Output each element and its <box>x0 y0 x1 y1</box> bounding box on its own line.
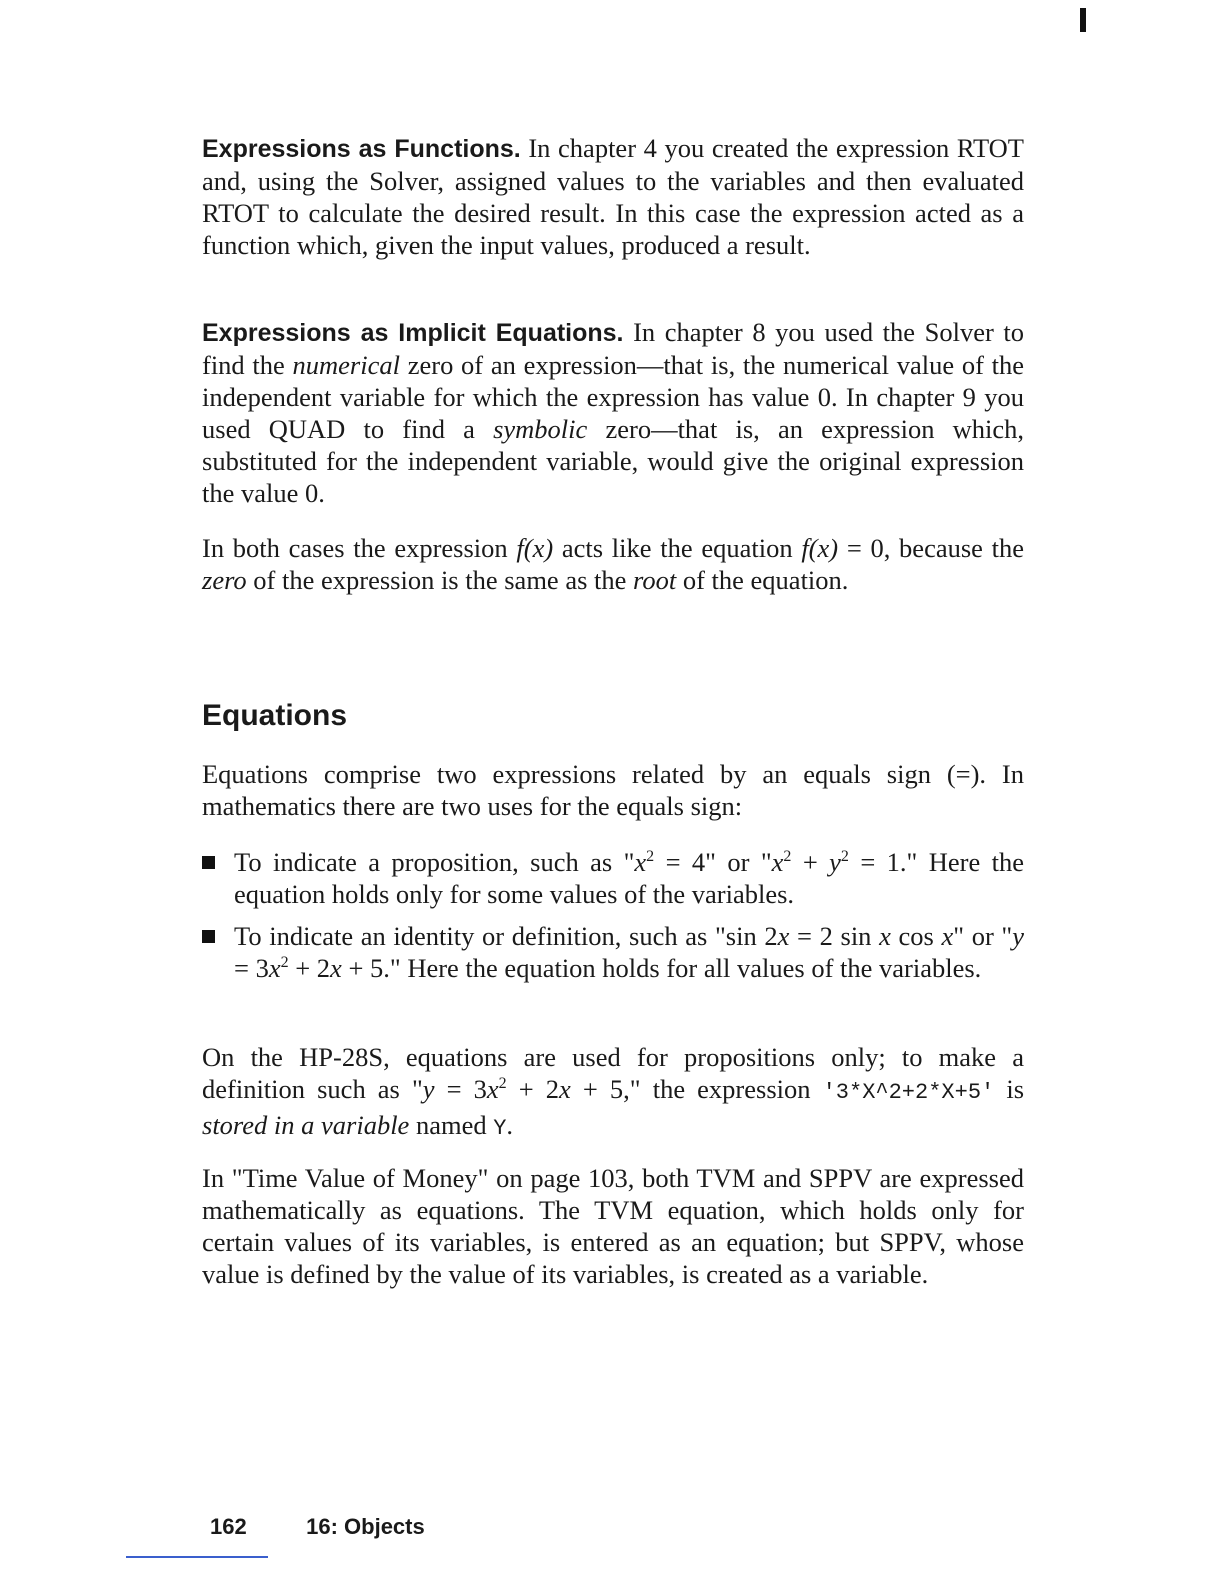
text-run: = 0, because the <box>846 533 1025 563</box>
section-title: Equations <box>202 699 348 732</box>
bullet-text: To indicate a proposition, such as "$x^2 = 4$" or "$x^2 + y^2 = 1$." Here the equation holds only for some values of the variables. <box>234 847 1024 909</box>
math-fx: f(x) <box>516 533 554 563</box>
text-run: acts like the equation <box>561 533 793 563</box>
paragraph-text: In chapter 4 you created the expression RTOT and, using the Solver, assigned values to the variables and then evaluated RTOT to calculate the desired result. In this case the expression acted as a function which, given the input values, produced a result. <box>202 133 1024 260</box>
paragraph-equations-intro: Equations comprise two expressions related by an equals sign (=). In mathematics there are two uses for the equals sign: <box>202 759 1024 821</box>
emphasis: zero <box>202 565 247 595</box>
emphasis: root <box>633 565 677 595</box>
code-expression: '3*X^2+2*X+5' <box>822 1080 995 1105</box>
emphasis: stored in a variable <box>202 1110 410 1140</box>
paragraph-hp28s: On the HP-28S, equations are used for propositions only; to make a definition such as "$y = 3x^2 + 2x + 5$," the expression '3*X^2+2*X+5' is stored in a variable named Y. <box>202 1042 1025 1141</box>
paragraph-both-cases <box>202 532 1024 596</box>
text-run: of the expression is the same as the <box>253 565 627 595</box>
run-in-heading: Expressions as Functions. <box>202 135 521 163</box>
page-footer <box>210 1512 425 1542</box>
bullet-square-icon <box>202 930 215 943</box>
bullet-square-icon <box>202 856 215 869</box>
bullet-text: To indicate an identity or definition, such as "sin 2x = 2 sin x cos x" or "$y = 3x^2 + 2x + 5$." Here the equation holds for all values of the variables. <box>234 921 1024 983</box>
code-variable: Y <box>493 1116 507 1141</box>
paragraph-implicit-equations <box>202 316 1024 509</box>
page-edge-mark <box>1080 8 1086 32</box>
emphasis: numerical <box>292 350 400 380</box>
page-number: 162 <box>210 1514 247 1539</box>
text-run: In both cases the expression <box>202 533 508 563</box>
emphasis: symbolic <box>493 414 588 444</box>
text-run: zero—that is, an expression which, substituted for the independent variable, would give the original expression the value 0. <box>202 414 1025 508</box>
footer-rule <box>126 1556 268 1558</box>
chapter-title: 16: Objects <box>306 1514 425 1539</box>
text-run: of the equation. <box>682 565 849 595</box>
text-run: zero of an expression—that is, the numerical value of the independent variable for which the expression has value 0. In chapter 9 you used QUAD to find a <box>202 350 1025 444</box>
math-fx: f(x) <box>801 533 839 563</box>
paragraph-time-value-of-money: In "Time Value of Money" on page 103, both TVM and SPPV are expressed mathematically as equations. The TVM equation, which holds only for certain values of its variables, is entered as an equation; but SPPV, whose value is defined by the value of its variables, is created as a variable. <box>202 1163 1024 1289</box>
text-run: In chapter 8 you used the Solver to find the <box>202 317 1025 380</box>
paragraph-expressions-as-functions <box>202 132 1024 261</box>
run-in-heading: Expressions as Implicit Equations. <box>202 319 624 347</box>
